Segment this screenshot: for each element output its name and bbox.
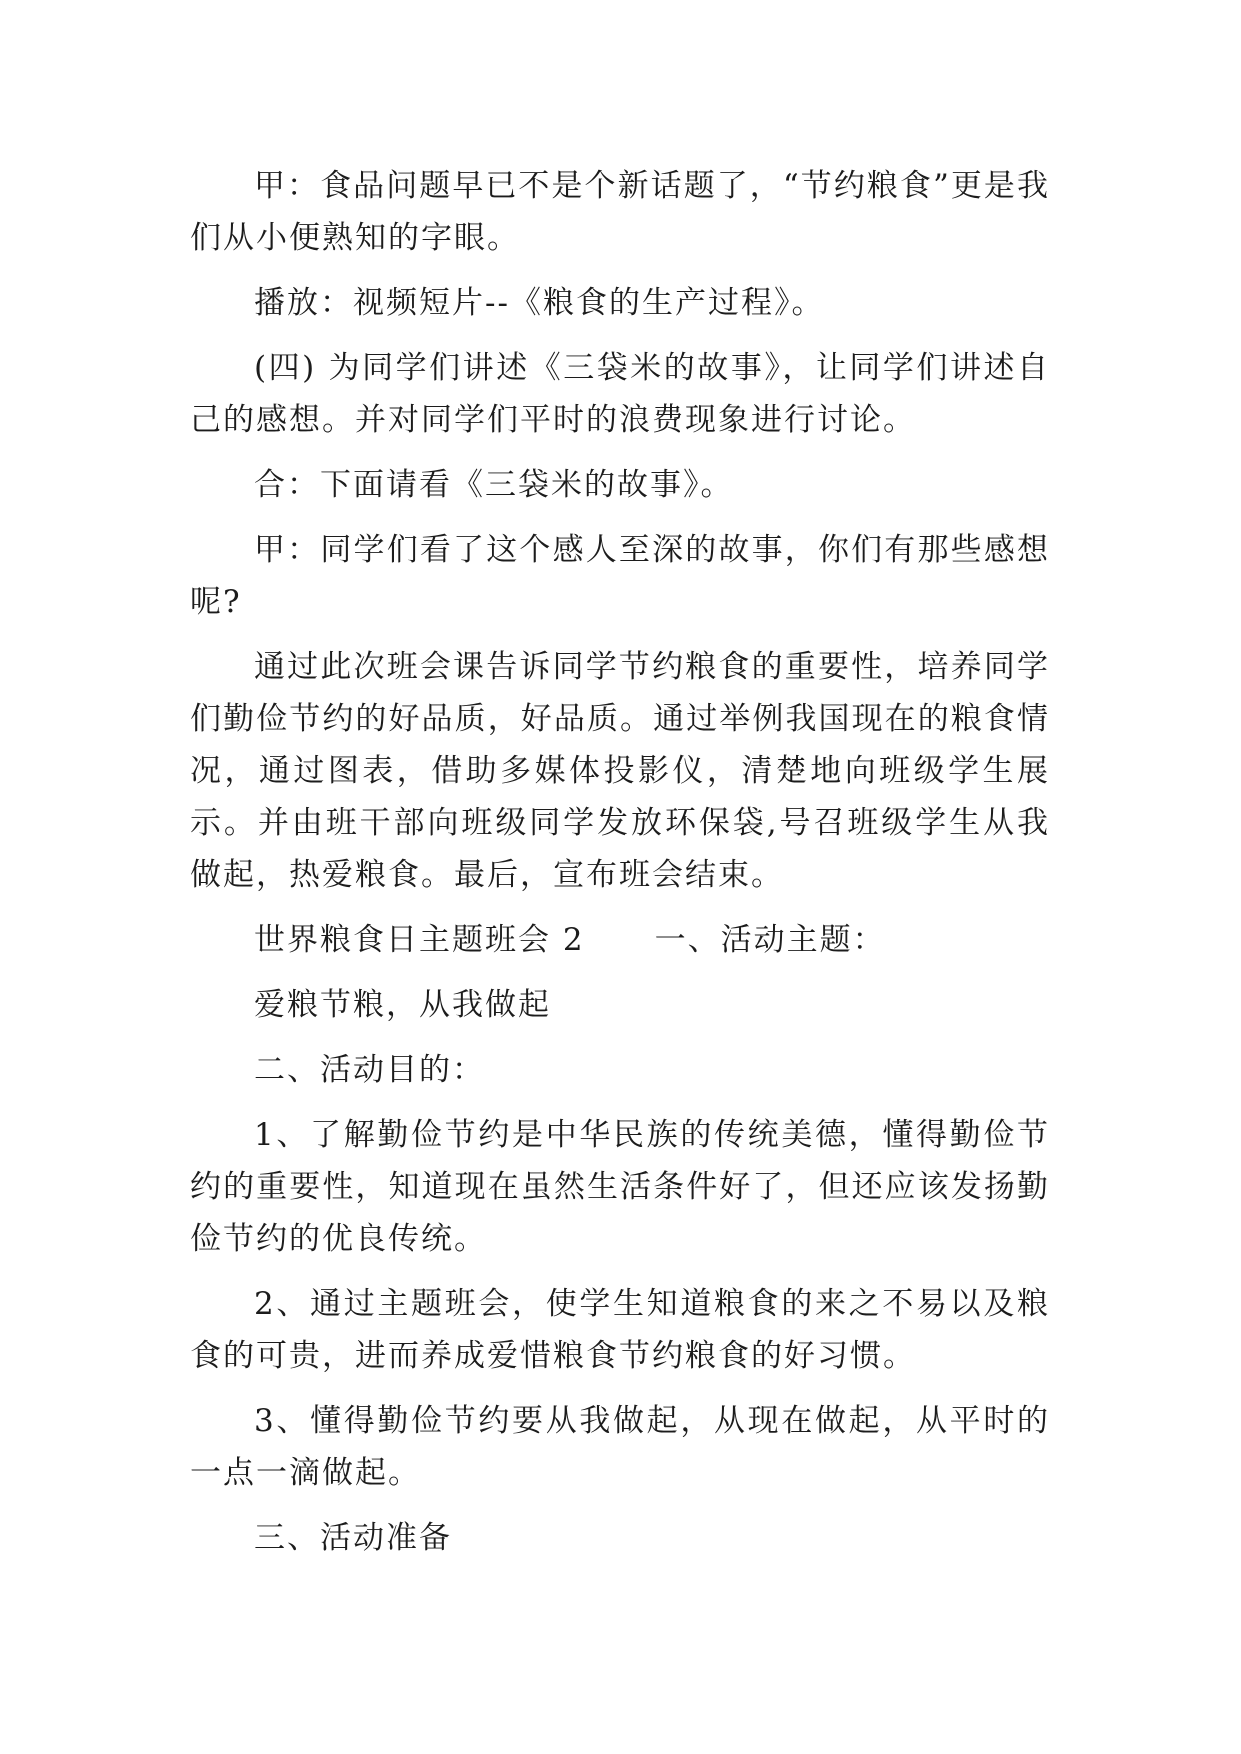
paragraph-8: 二、活动目的： — [254, 1052, 485, 1088]
paragraph-2: 播放：视频短片--《粮食的生产过程》。 — [254, 285, 825, 321]
paragraph-7: 爱粮节粮，从我做起 — [254, 987, 551, 1023]
section-title-line — [190, 914, 1050, 966]
paragraph-10: 2、通过主题班会，使学生知道粮食的来之不易以及粮食的可贵，进而养成爱惜粮食节约粮食的好习惯。 — [190, 1286, 1050, 1374]
paragraph-12: 三、活动准备 — [254, 1520, 452, 1556]
paragraph-6: 通过此次班会课告诉同学节约粮食的重要性，培养同学们勤俭节约的好品质，好品质。通过举例我国现在的粮食情况，通过图表，借助多媒体投影仪，清楚地向班级学生展示。并由班干部向班级同学发放环保袋,号召班级学生从我做起，热爱粮食。最后，宣布班会结束。 — [190, 649, 1050, 893]
paragraph-4: 合：下面请看《三袋米的故事》。 — [254, 467, 734, 503]
paragraph-11: 3、懂得勤俭节约要从我做起，从现在做起，从平时的一点一滴做起。 — [190, 1403, 1050, 1491]
paragraph-3: (四) 为同学们讲述《三袋米的故事》，让同学们讲述自己的感想。并对同学们平时的浪费现象进行讨论。 — [190, 350, 1050, 438]
document-body — [190, 160, 1050, 1577]
paragraph-9: 1、了解勤俭节约是中华民族的传统美德，懂得勤俭节约的重要性，知道现在虽然生活条件好了，但还应该发扬勤俭节约的优良传统。 — [190, 1117, 1050, 1257]
section-title: 世界粮食日主题班会 2 — [254, 922, 585, 958]
paragraph-1: 甲：食品问题早已不是个新话题了，“节约粮食”更是我们从小便熟知的字眼。 — [190, 168, 1050, 256]
paragraph-5: 甲：同学们看了这个感人至深的故事，你们有那些感想呢? — [190, 532, 1050, 620]
section-heading: 一、活动主题： — [654, 922, 886, 958]
